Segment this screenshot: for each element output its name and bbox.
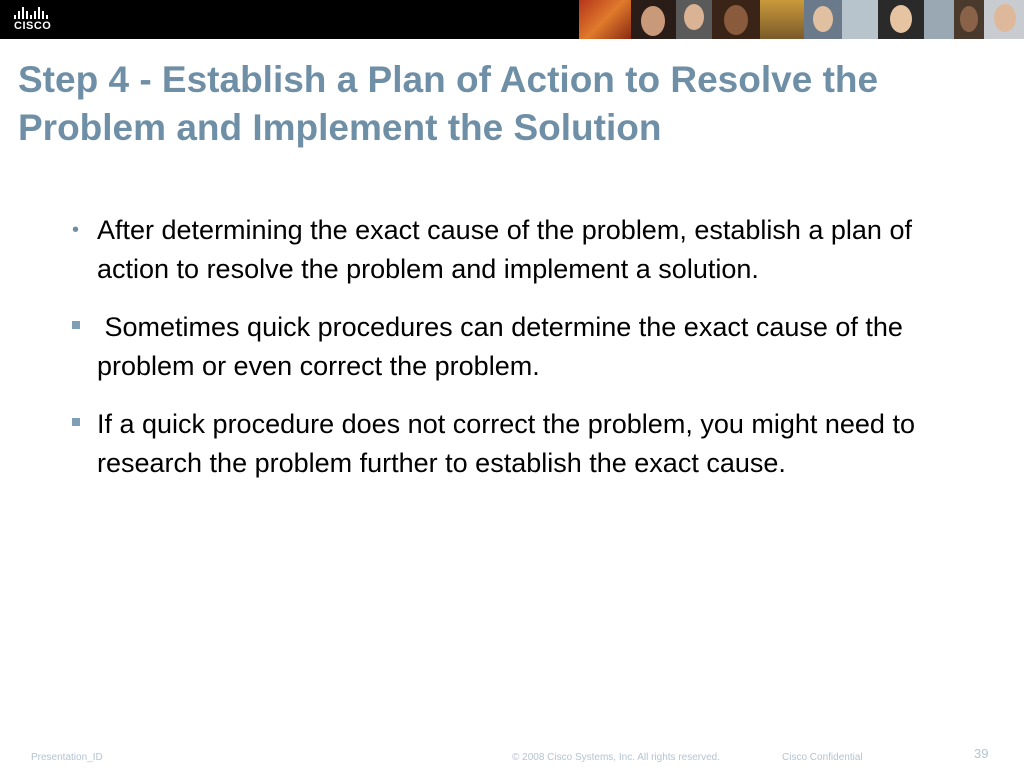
bullet-text: If a quick procedure does not correct the problem, you might need to research the problem further to establish the exact cause.: [97, 409, 915, 478]
cisco-logo: [14, 6, 74, 34]
footer-copyright: © 2008 Cisco Systems, Inc. All rights reserved.: [512, 752, 721, 763]
bullet-dot-icon: •: [72, 219, 80, 241]
photo-tile: [676, 0, 712, 39]
photo-tile: [878, 0, 924, 39]
photo-tile: [842, 0, 878, 39]
bullet-square-icon: [72, 418, 80, 426]
header-photo-strip: [579, 0, 1024, 39]
bullet-list: [72, 211, 952, 502]
header-banner: [0, 0, 1024, 39]
photo-tile: [631, 0, 676, 39]
bullet-square-icon: [72, 321, 80, 329]
footer-confidential: Cisco Confidential: [782, 752, 863, 763]
bullet-item: [72, 308, 952, 386]
cisco-bridge-icon: [14, 6, 74, 19]
photo-tile: [712, 0, 760, 39]
photo-tile: [954, 0, 984, 39]
cisco-logo-text: CISCO: [14, 20, 52, 32]
photo-tile: [804, 0, 842, 39]
photo-tile: [924, 0, 954, 39]
page-number: 39: [974, 746, 989, 761]
bullet-text: Sometimes quick procedures can determine the exact cause of the problem or even correct the problem.: [97, 312, 911, 381]
photo-tile: [579, 0, 631, 39]
photo-tile: [984, 0, 1024, 39]
bullet-item: [72, 405, 952, 483]
bullet-text: After determining the exact cause of the problem, establish a plan of action to resolve the problem and implement a solution.: [97, 215, 912, 284]
slide-title: Step 4 - Establish a Plan of Action to Resolve the Problem and Implement the Solution: [18, 59, 879, 148]
footer-presentation-id: Presentation_ID: [31, 752, 103, 763]
photo-tile: [760, 0, 804, 39]
bullet-item: [72, 211, 952, 289]
